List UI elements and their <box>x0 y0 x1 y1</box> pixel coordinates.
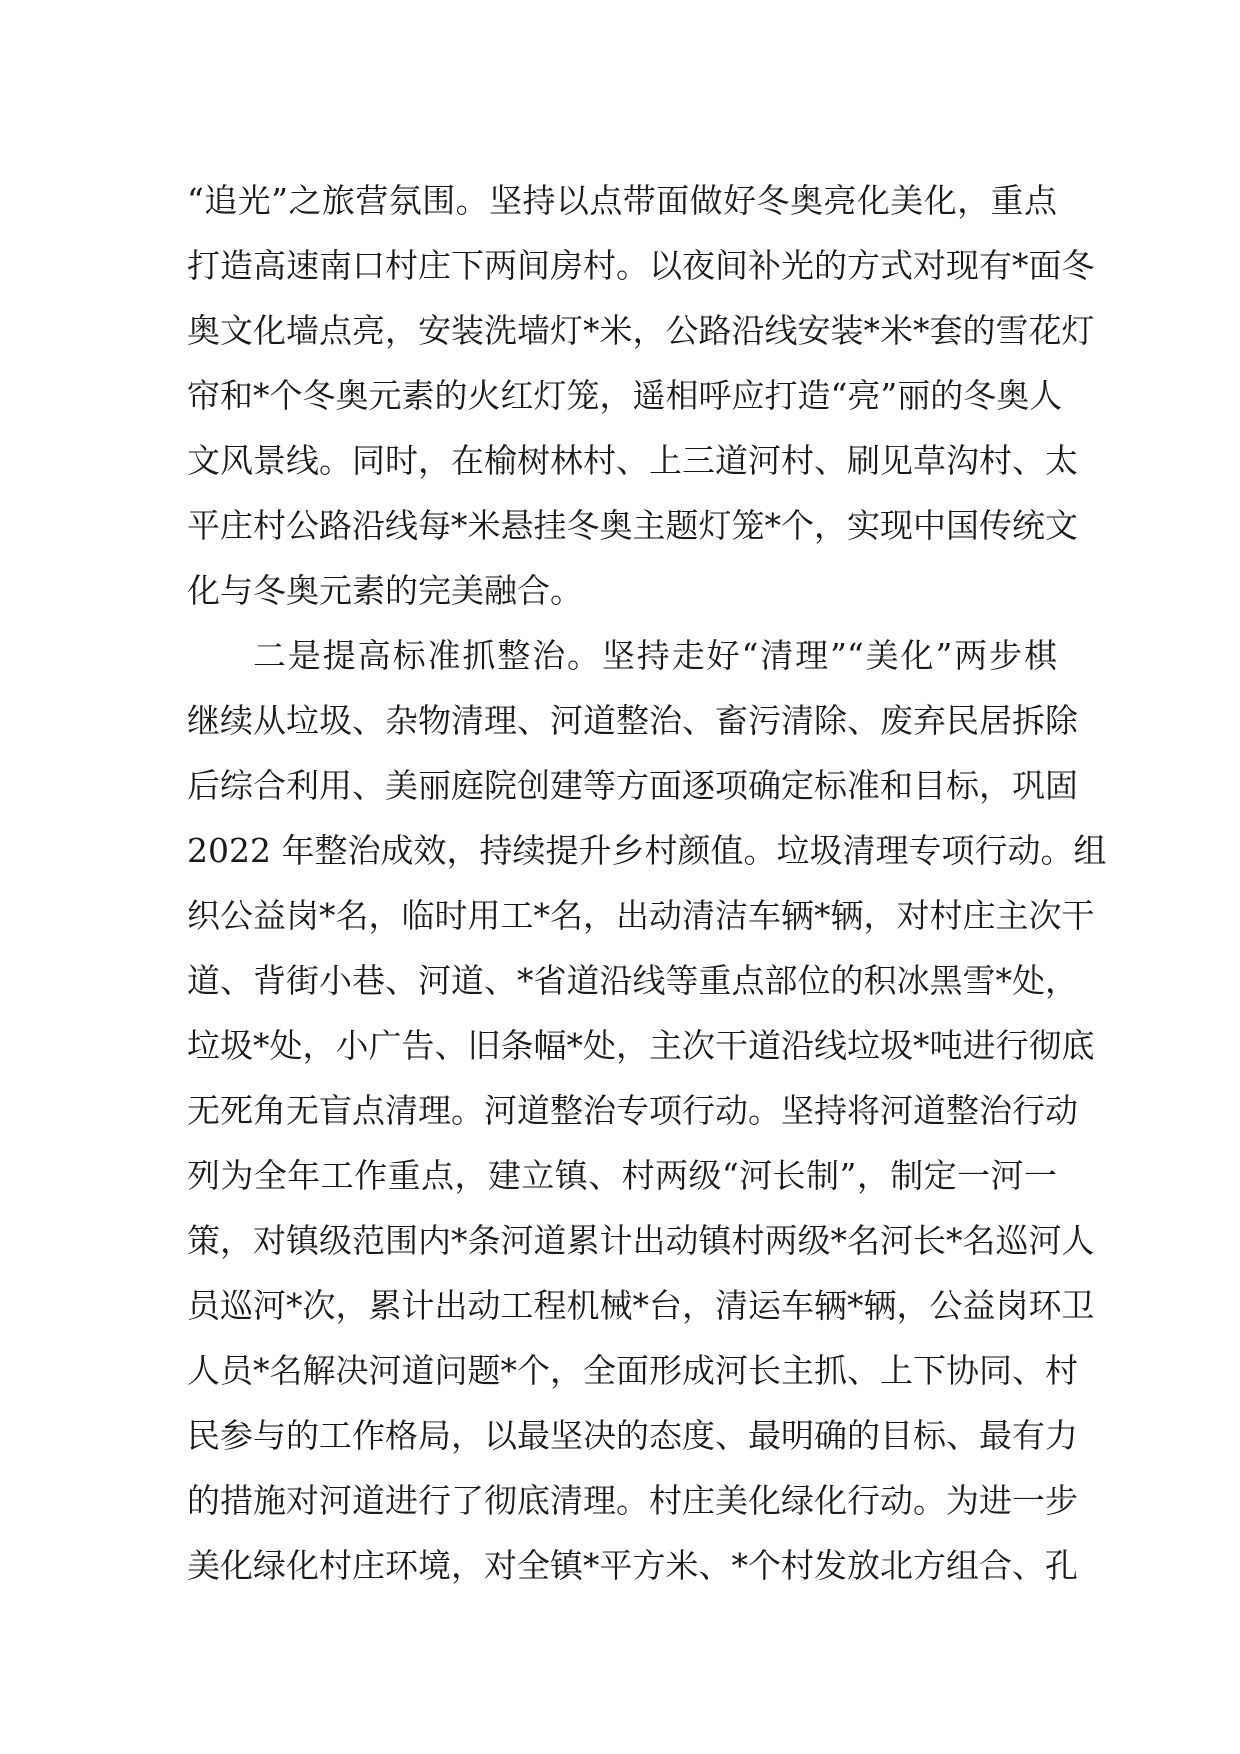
paragraph <box>187 168 1095 623</box>
text-line: 文风景线。同时，在榆树林村、上三道河村、刷见草沟村、太 <box>187 441 1078 480</box>
text-line: 化与冬奥元素的完美融合。 <box>187 571 583 610</box>
text-line: 美化绿化村庄环境，对全镇*平方米、*个村发放北方组合、孔 <box>187 1546 1078 1585</box>
text-line: 民参与的工作格局，以最坚决的态度、最明确的目标、最有力 <box>187 1416 1078 1455</box>
text-line: 员巡河*次，累计出动工程机械*台，清运车辆*辆，公益岗环卫 <box>187 1286 1095 1325</box>
text-line: 列为全年工作重点，建立镇、村两级“河长制”，制定一河一 <box>187 1156 1057 1195</box>
paragraph <box>187 623 1107 1598</box>
text-line: 平庄村公路沿线每*米悬挂冬奥主题灯笼*个，实现中国传统文 <box>187 506 1078 545</box>
text-line: 后综合利用、美丽庭院创建等方面逐项确定标准和目标，巩固 <box>187 766 1078 805</box>
text-line: 帘和*个冬奥元素的火红灯笼，遥相呼应打造“亮”丽的冬奥人 <box>187 376 1063 415</box>
text-line: 打造高速南口村庄下两间房村。以夜间补光的方式对现有*面冬 <box>187 246 1095 285</box>
text-line: 2022 年整治成效，持续提升乡村颜值。垃圾清理专项行动。组 <box>187 831 1107 870</box>
text-line: 的措施对河道进行了彻底清理。村庄美化绿化行动。为进一步 <box>187 1481 1078 1520</box>
text-line: 无死角无盲点清理。河道整治专项行动。坚持将河道整治行动 <box>187 1091 1078 1130</box>
body-text <box>187 168 1107 1598</box>
text-line: 奥文化墙点亮，安装洗墙灯*米，公路沿线安装*米*套的雪花灯 <box>187 311 1095 350</box>
text-line: “追光”之旅营氛围。坚持以点带面做好冬奥亮化美化，重点 <box>187 181 1057 220</box>
text-line: 策，对镇级范围内*条河道累计出动镇村两级*名河长*名巡河人 <box>187 1221 1095 1260</box>
text-line: 继续从垃圾、杂物清理、河道整治、畜污清除、废弃民居拆除 <box>187 701 1078 740</box>
text-line: 织公益岗*名，临时用工*名，出动清洁车辆*辆，对村庄主次干 <box>187 896 1095 935</box>
text-line: 道、背街小巷、河道、*省道沿线等重点部位的积冰黑雪*处， <box>187 961 1078 1000</box>
text-line: 人员*名解决河道问题*个，全面形成河长主抓、上下协同、村 <box>187 1351 1078 1390</box>
text-line: 垃圾*处，小广告、旧条幅*处，主次干道沿线垃圾*吨进行彻底 <box>187 1026 1095 1065</box>
text-line: 二是提高标准抓整治。坚持走好“清理”“美化”两步棋 <box>253 636 1057 675</box>
